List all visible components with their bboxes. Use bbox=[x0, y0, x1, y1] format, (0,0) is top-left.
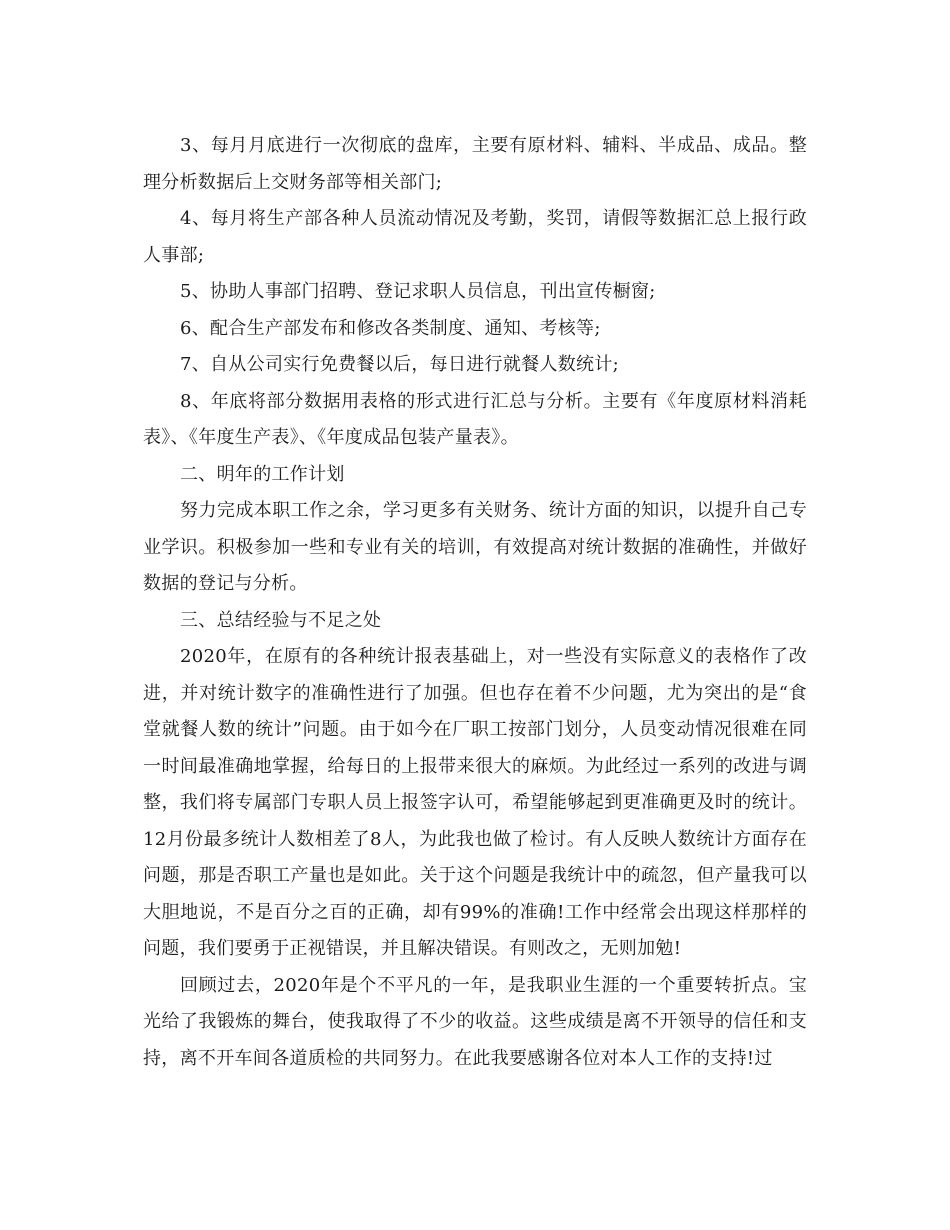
section-paragraph-summary: 2020年，在原有的各种统计报表基础上，对一些没有实际意义的表格作了改进，并对统计数字的准确性进行了加强。但也存在着不少问题，尤为突出的是“食堂就餐人数的统计”问题。由于如今在厂职工按部门划分，人员变动情况很难在同一时间最准确地掌握，给每日的上报带来很大的麻烦。为此经过一系列的改进与调整，我们将专属部门专职人员上报签字认可，希望能够起到更准确更及时的统计。12月份最多统计人数相差了8人，为此我也做了检讨。有人反映人数统计方面存在问题，那是否职工产量也是如此。关于这个问题是我统计中的疏忽，但产量我可以大胆地说，不是百分之百的正确，却有99%的准确!工作中经常会出现这样那样的问题，我们要勇于正视错误，并且解决错误。有则改之，无则加勉! bbox=[143, 646, 807, 959]
document-body bbox=[143, 128, 807, 1077]
list-item-6: 6、配合生产部发布和修改各类制度、通知、考核等; bbox=[180, 317, 601, 339]
section-heading-plan: 二、明年的工作计划 bbox=[180, 463, 345, 485]
list-item-4: 4、每月将生产部各种人员流动情况及考勤，奖罚，请假等数据汇总上报行政人事部; bbox=[143, 208, 807, 266]
section-heading-summary: 三、总结经验与不足之处 bbox=[180, 609, 382, 631]
list-item-7: 7、自从公司实行免费餐以后，每日进行就餐人数统计; bbox=[180, 354, 620, 375]
list-item-5: 5、协助人事部门招聘、登记求职人员信息，刊出宣传橱窗; bbox=[180, 281, 656, 302]
closing-paragraph: 回顾过去，2020年是个不平凡的一年，是我职业生涯的一个重要转折点。宝光给了我锻炼的舞台，使我取得了不少的收益。这些成绩是离不开领导的信任和支持，离不开车间各道质检的共同努力。在此我要感谢各位对本人工作的支持!过 bbox=[143, 974, 807, 1069]
list-item-8: 8、年底将部分数据用表格的形式进行汇总与分析。主要有《年度原材料消耗表》、《年度生产表》、《年度成品包装产量表》。 bbox=[143, 390, 807, 448]
section-paragraph-plan: 努力完成本职工作之余，学习更多有关财务、统计方面的知识，以提升自己专业学识。积极参加一些和专业有关的培训，有效提高对统计数据的准确性，并做好数据的登记与分析。 bbox=[143, 500, 807, 594]
list-item-3: 3、每月月底进行一次彻底的盘库，主要有原材料、辅料、半成品、成品。整理分析数据后上交财务部等相关部门; bbox=[143, 135, 807, 193]
